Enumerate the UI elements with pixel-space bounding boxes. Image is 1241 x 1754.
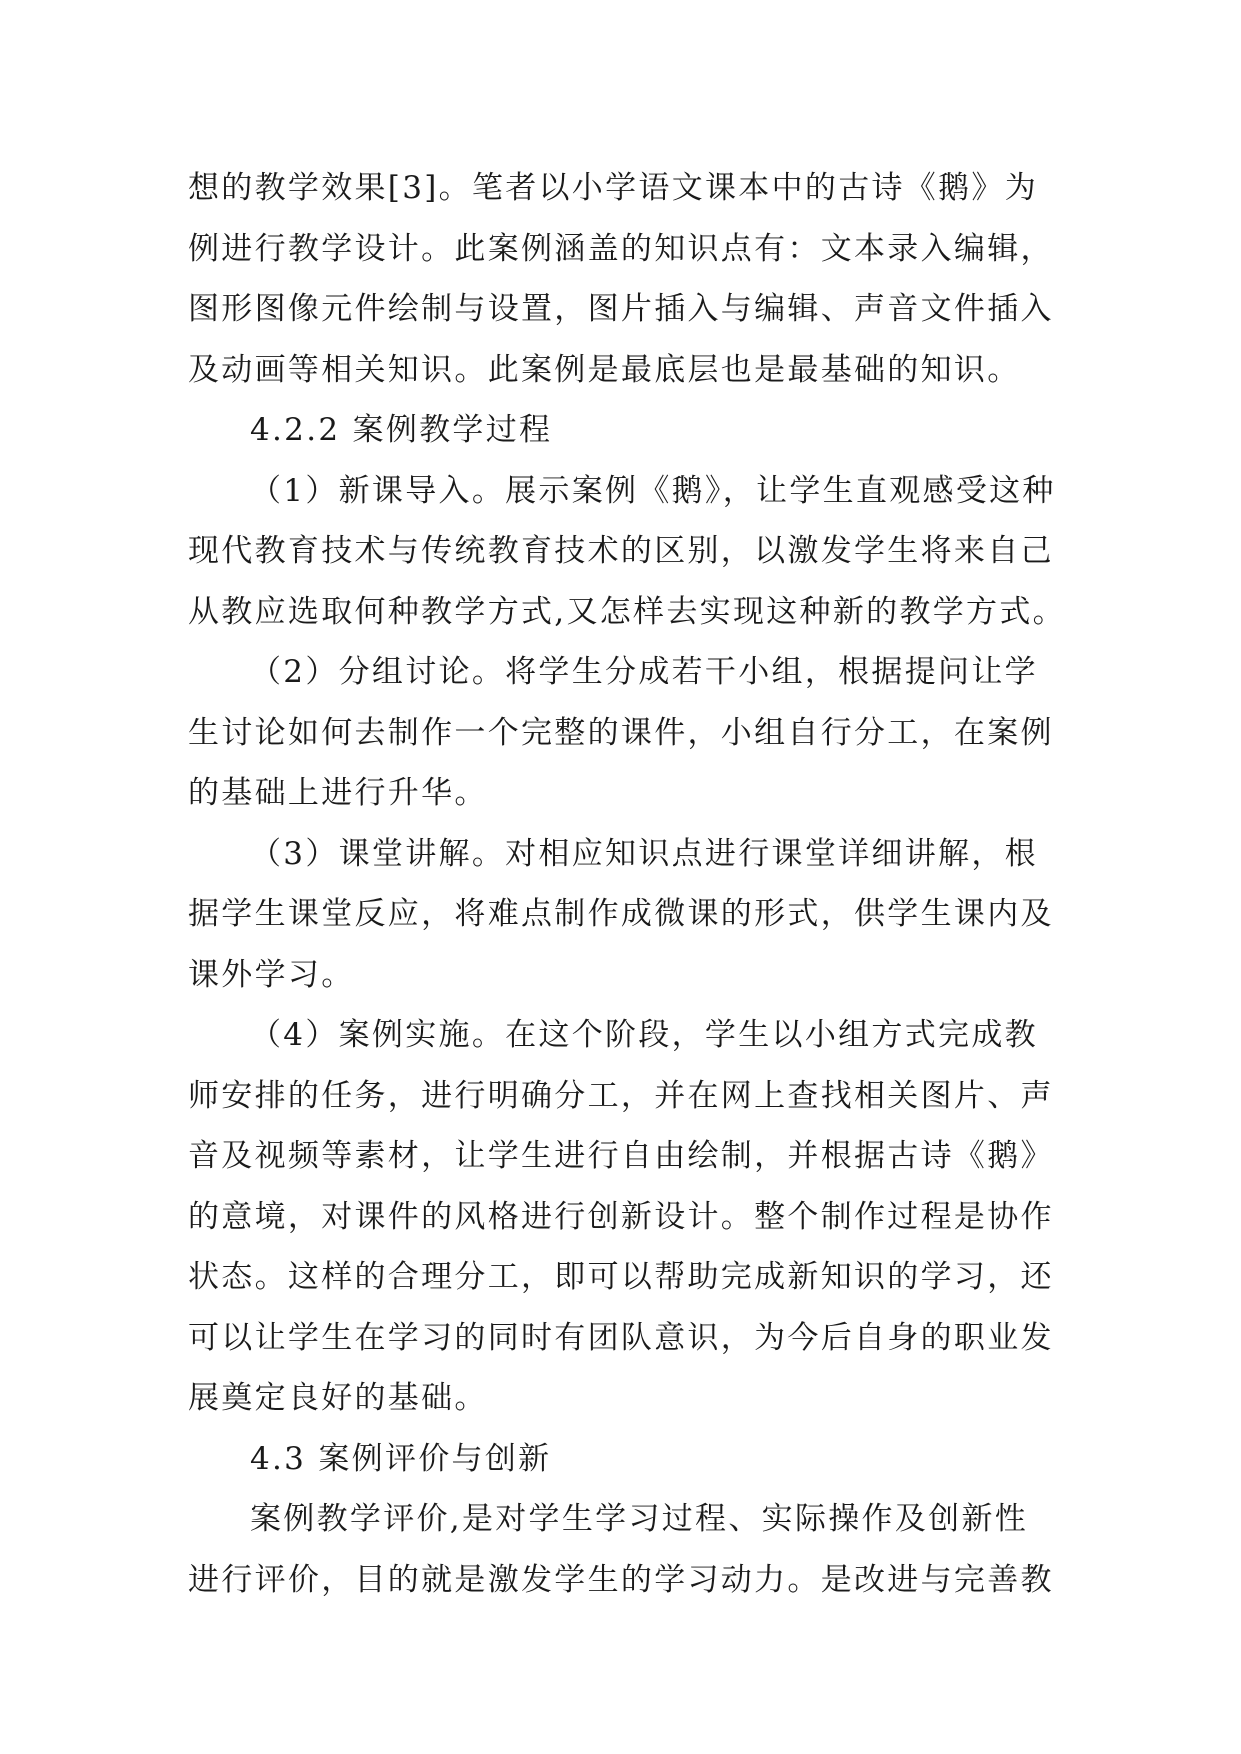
text-line: （3）课堂讲解。对相应知识点进行课堂详细讲解，根 [250,835,1038,872]
text-line: 据学生课堂反应，将难点制作成微课的形式，供学生课内及 [188,896,1054,932]
text-line: 生讨论如何去制作一个完整的课件，小组自行分工，在案例 [188,714,1054,751]
text-line: （4）案例实施。在这个阶段，学生以小组方式完成教 [250,1017,1038,1053]
text-line: 及动画等相关知识。此案例是最底层也是最基础的知识。 [188,351,1021,388]
body-text [188,158,1066,1610]
text-line: 4.2.2 案例教学过程 [250,412,553,448]
text-line: 现代教育技术与传统教育技术的区别，以激发学生将来自己 [188,533,1054,569]
text-line: 图形图像元件绘制与设置，图片插入与编辑、声音文件插入 [188,291,1054,327]
text-line: 课外学习。 [188,956,355,993]
text-line: （2）分组讨论。将学生分成若干小组，根据提问让学 [250,654,1038,690]
text-line: 可以让学生在学习的同时有团队意识，为今后自身的职业发 [188,1319,1054,1356]
text-line: 的意境，对课件的风格进行创新设计。整个制作过程是协作 [188,1198,1054,1235]
text-line: 想的教学效果[3]。笔者以小学语文课本中的古诗《鹅》为 [188,170,1039,206]
text-line: 4.3 案例评价与创新 [250,1440,552,1477]
text-line: 师安排的任务，进行明确分工，并在网上查找相关图片、声 [188,1077,1054,1114]
text-line: 进行评价，目的就是激发学生的学习动力。是改进与完善教 [188,1561,1054,1598]
text-line: 展奠定良好的基础。 [188,1380,488,1416]
text-line: 例进行教学设计。此案例涵盖的知识点有：文本录入编辑， [188,230,1054,267]
text-line: 案例教学评价,是对学生学习过程、实际操作及创新性 [250,1501,1029,1537]
text-line: 的基础上进行升华。 [188,775,488,811]
text-line: （1）新课导入。展示案例《鹅》，让学生直观感受这种 [250,472,1056,509]
text-line: 音及视频等素材，让学生进行自由绘制，并根据古诗《鹅》 [188,1138,1054,1174]
text-line: 从教应选取何种教学方式,又怎样去实现这种新的教学方式。 [188,593,1066,630]
text-line: 状态。这样的合理分工，即可以帮助完成新知识的学习，还 [188,1259,1054,1295]
